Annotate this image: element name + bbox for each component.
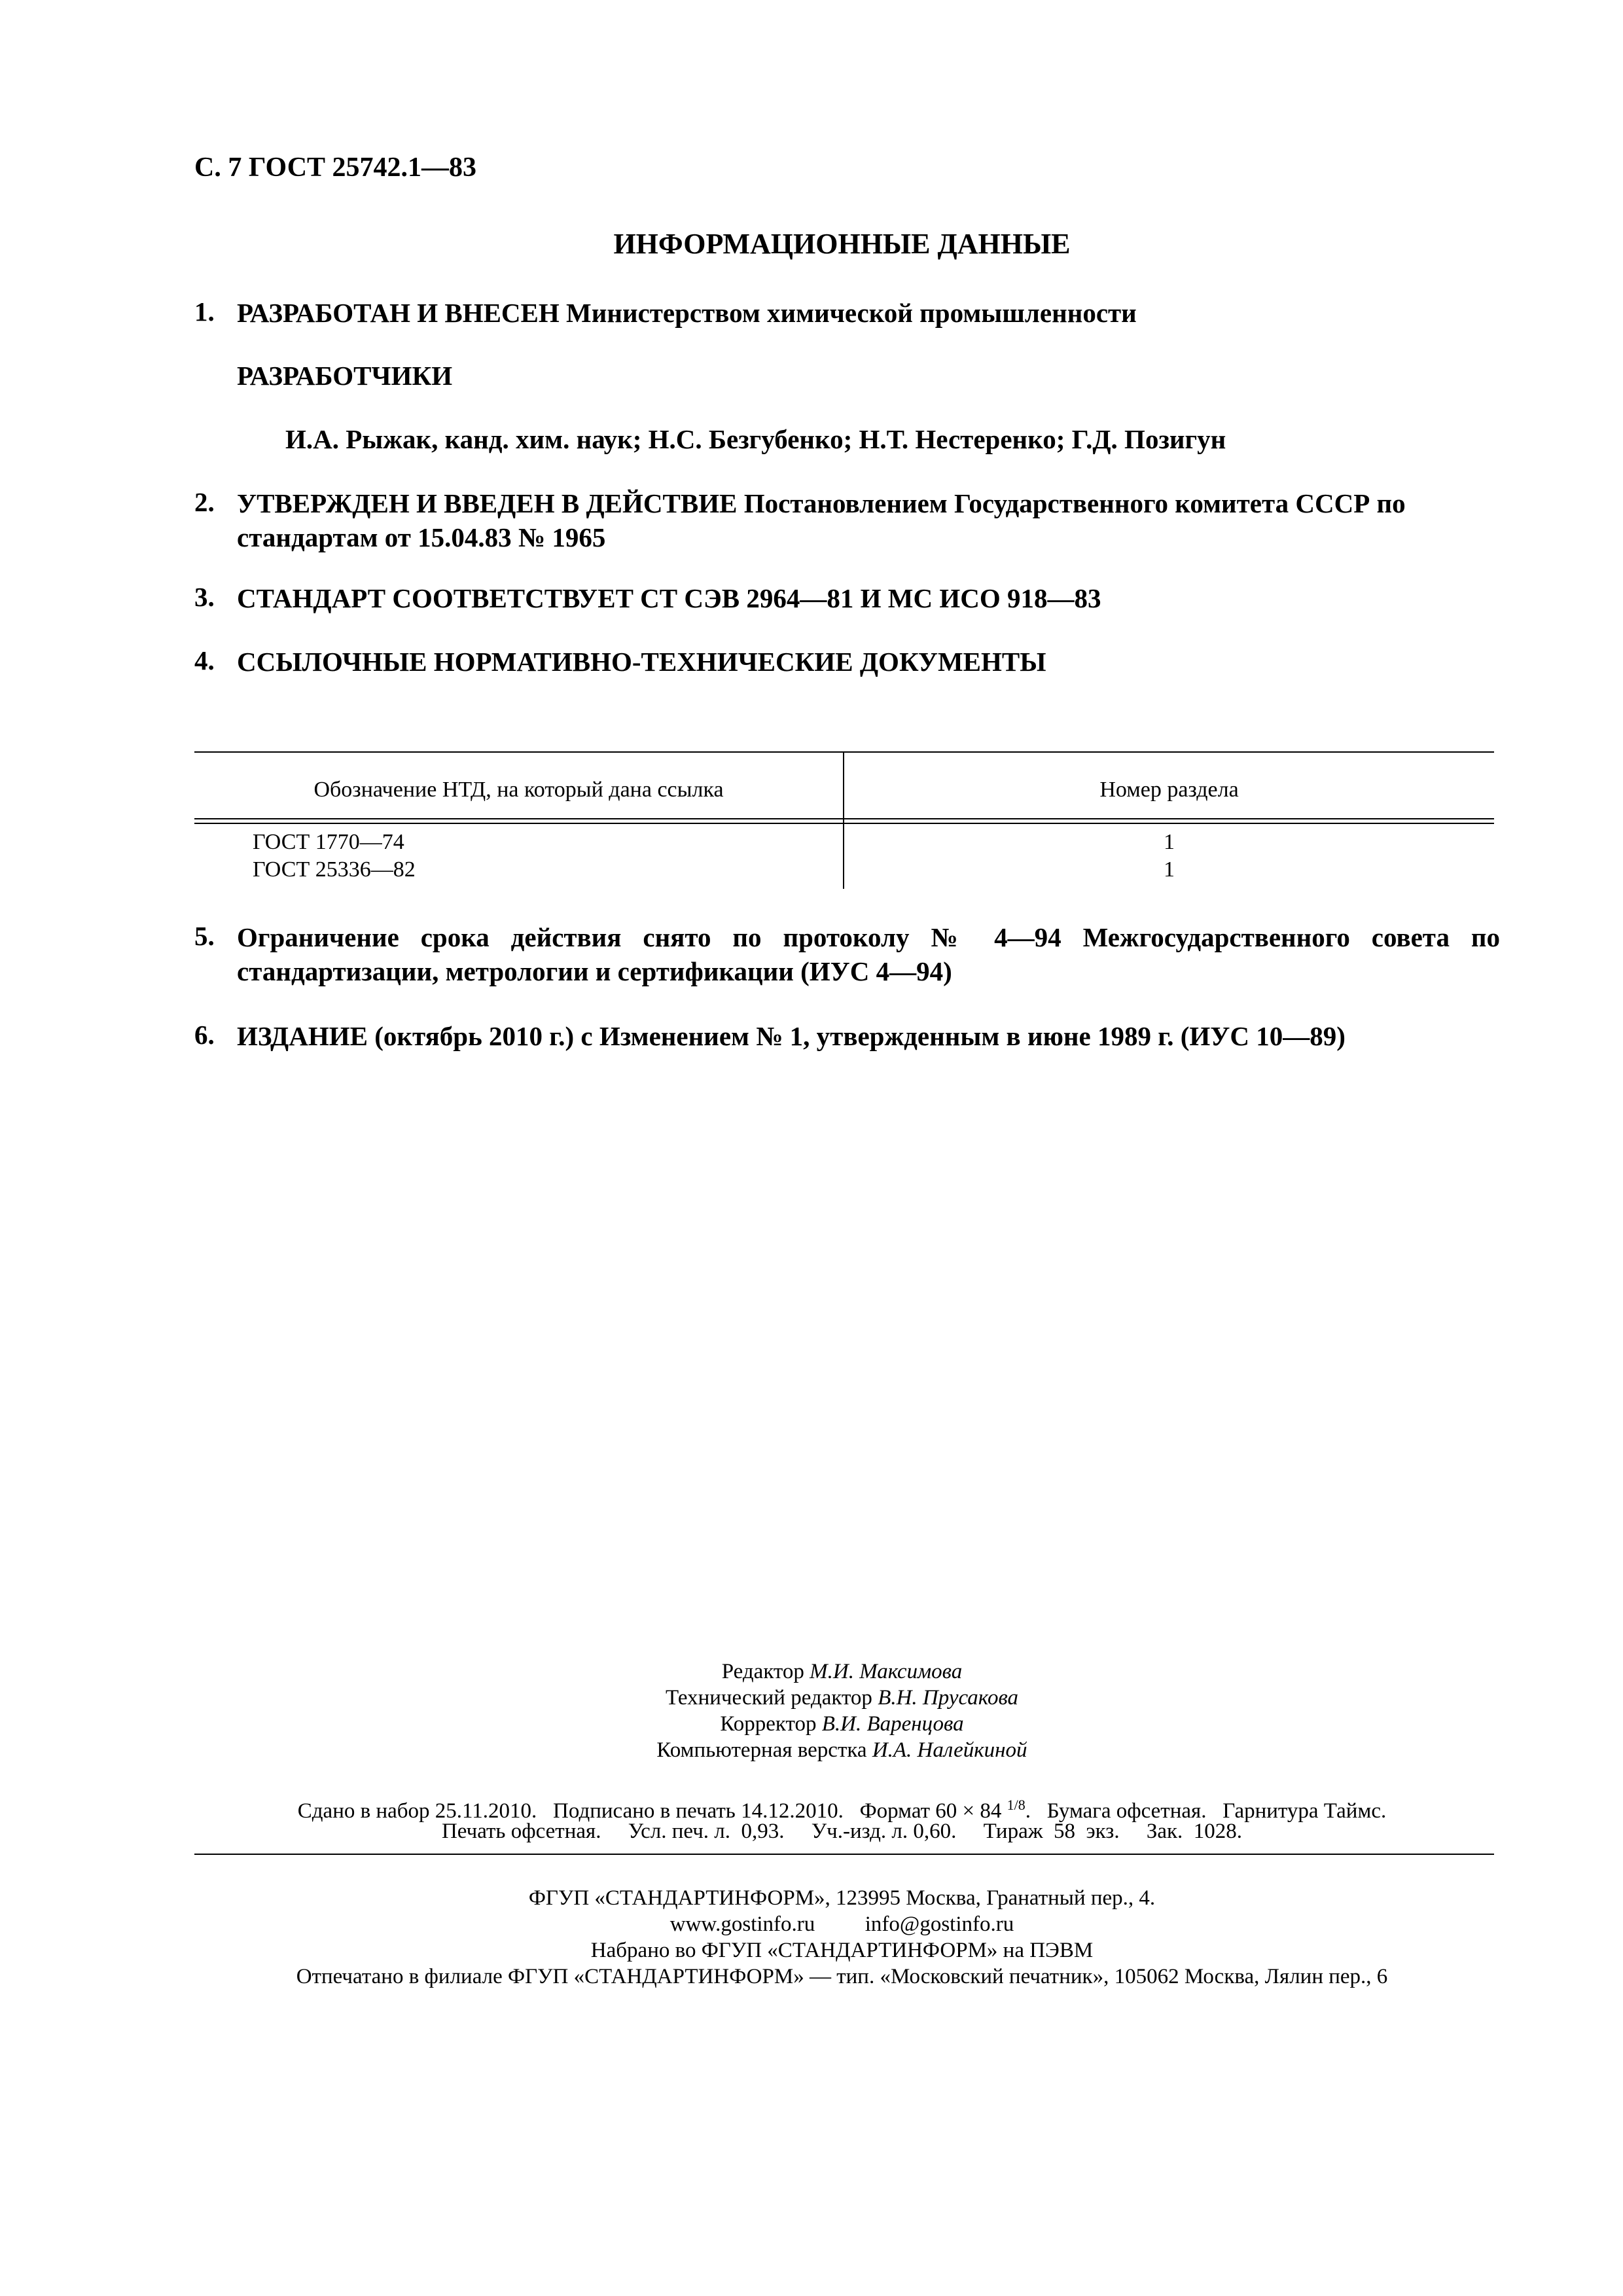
- item-number: 3.: [194, 582, 215, 612]
- imprint-label: Корректор: [720, 1712, 817, 1736]
- table-cell-section: 1: [1164, 830, 1175, 854]
- item-number: 2.: [194, 487, 215, 517]
- imprint-text: Сдано в набор 25.11.2010. Подписано в печать 14.12.2010. Формат 60 × 84: [297, 1799, 1002, 1823]
- imprint-person: И.А. Налейкиной: [872, 1738, 1027, 1762]
- imprint-layout: [0, 1737, 1623, 1763]
- table-header-rule: [194, 818, 1494, 819]
- item-rest: Министерством химической промышленности: [566, 298, 1137, 328]
- table-header-section: Номер раздела: [1099, 778, 1239, 802]
- imprint-typeset: Набрано во ФГУП «СТАНДАРТИНФОРМ» на ПЭВМ: [590, 1939, 1094, 1962]
- imprint-label: Компьютерная верстка: [656, 1738, 867, 1762]
- imprint-person: М.И. Максимова: [810, 1660, 963, 1683]
- item-lead: УТВЕРЖДЕН И ВВЕДЕН В ДЕЙСТВИЕ: [237, 488, 738, 518]
- item-number: 6.: [194, 1020, 215, 1050]
- imprint-email-link[interactable]: info@gostinfo.ru: [865, 1912, 1014, 1936]
- item-number: 5.: [194, 921, 215, 951]
- table-header-rule: [194, 823, 1494, 824]
- item-text: [237, 920, 1500, 988]
- item-number: 4.: [194, 645, 215, 675]
- imprint-label: Редактор: [721, 1660, 804, 1683]
- item-text: [237, 645, 1500, 679]
- imprint-contacts: [0, 1911, 1623, 1937]
- item-lead: ССЫЛОЧНЫЕ НОРМАТИВНО-ТЕХНИЧЕСКИЕ ДОКУМЕНТЫ: [237, 647, 1046, 677]
- imprint-label: Технический редактор: [665, 1686, 872, 1710]
- imprint-person: В.Н. Прусакова: [878, 1686, 1019, 1710]
- imprint-editor: [0, 1659, 1623, 1685]
- item-number: 1.: [194, 296, 215, 327]
- imprint-divider: [194, 1854, 1494, 1855]
- page-reference: С. 7 ГОСТ 25742.1—83: [194, 152, 477, 183]
- imprint-printed: Отпечатано в филиале ФГУП «СТАНДАРТИНФОРМ» — тип. «Московский печатник», 105062 Москва, Лялин пер., 6: [296, 1965, 1388, 1988]
- item-rest: (октябрь 2010 г.) с Изменением № 1, утвержденным в июне 1989 г. (ИУС 10—89): [374, 1021, 1346, 1051]
- developers-names: И.А. Рыжак, канд. хим. наук; Н.С. Безгубенко; Н.Т. Нестеренко; Г.Д. Позигун: [285, 424, 1226, 454]
- imprint-text: . Бумага офсетная. Гарнитура Таймс.: [1025, 1799, 1387, 1823]
- imprint-publisher: ФГУП «СТАНДАРТИНФОРМ», 123995 Москва, Гранатный пер., 4.: [528, 1886, 1156, 1910]
- item-lead: СТАНДАРТ СООТВЕТСТВУЕТ СТ СЭВ 2964—81 И МС ИСО 918—83: [237, 583, 1101, 613]
- imprint-website-link[interactable]: www.gostinfo.ru: [669, 1912, 815, 1936]
- imprint-tech-editor: [0, 1685, 1623, 1711]
- item-lead: ИЗДАНИЕ: [237, 1021, 368, 1051]
- page-title: ИНФОРМАЦИОННЫЕ ДАННЫЕ: [613, 228, 1071, 260]
- item-lead: РАЗРАБОТАН И ВНЕСЕН: [237, 298, 560, 328]
- item-rest: Ограничение срока действия снято по протоколу № 4—94 Межгосударственного совета по стандартизации, метрологии и сертификации (ИУС 4—94): [237, 922, 1500, 986]
- item-text: [237, 486, 1500, 554]
- item-text: [237, 296, 1500, 330]
- item-rest: Постановлением Государственного комитета СССР по стандартам от 15.04.83 № 1965: [237, 488, 1406, 552]
- developers-label: РАЗРАБОТЧИКИ: [237, 361, 453, 391]
- table-cell-section: 1: [1164, 857, 1175, 882]
- table-cell-doc: ГОСТ 1770—74: [253, 830, 404, 854]
- imprint-person: В.И. Варенцова: [821, 1712, 964, 1736]
- imprint-corrector: [0, 1711, 1623, 1737]
- table-top-rule: [194, 751, 1494, 753]
- item-text: [237, 581, 1500, 615]
- table-header-doc: Обозначение НТД, на который дана ссылка: [313, 778, 724, 802]
- table-cell-doc: ГОСТ 25336—82: [253, 857, 416, 882]
- imprint-print-stats: Печать офсетная. Усл. печ. л. 0,93. Уч.-изд. л. 0,60. Тираж 58 экз. Зак. 1028.: [441, 1820, 1243, 1843]
- item-text: [237, 1019, 1611, 1053]
- imprint-format-fraction: 1/8: [1007, 1797, 1026, 1813]
